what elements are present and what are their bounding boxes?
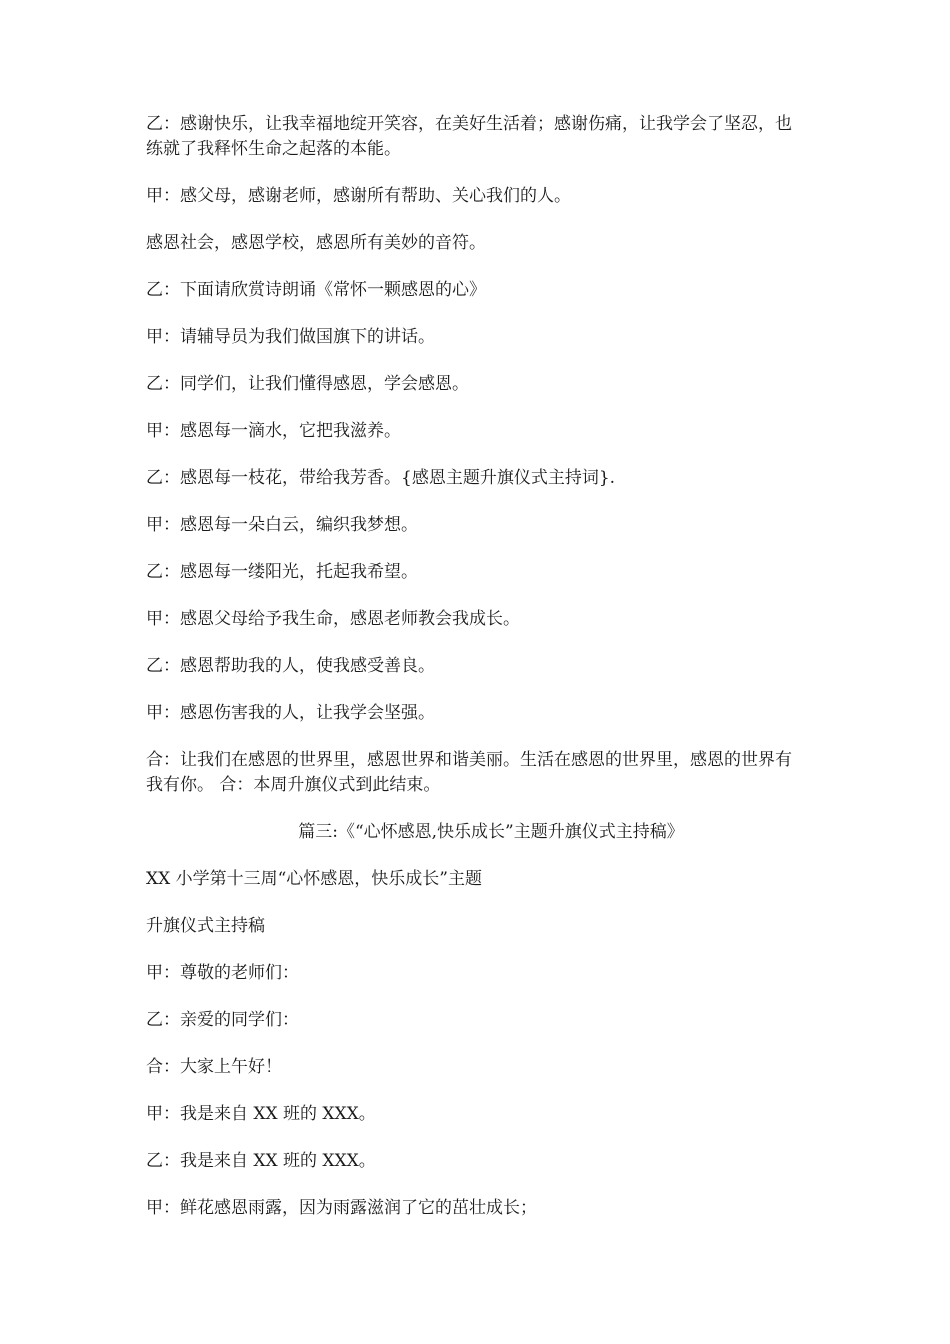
paragraph: 乙：感恩帮助我的人，使我感受善良。 (146, 656, 435, 676)
paragraph: 甲：感父母，感谢老师，感谢所有帮助、关心我们的人。 (146, 186, 571, 206)
paragraph: 合：大家上午好！ (146, 1057, 282, 1077)
paragraph: 升旗仪式主持稿 (146, 916, 265, 936)
paragraph: 乙：亲爱的同学们： (146, 1010, 299, 1030)
paragraph: 乙：同学们，让我们懂得感恩，学会感恩。 (146, 374, 469, 394)
paragraph: 感恩社会，感恩学校，感恩所有美妙的音符。 (146, 233, 486, 253)
paragraph: 乙：我是来自 XX 班的 XXX。 (146, 1151, 376, 1171)
paragraph: 乙：感恩每一缕阳光，托起我希望。 (146, 562, 418, 582)
section-heading: 篇三:《“心怀感恩,快乐成长”主题升旗仪式主持稿》 (298, 822, 684, 842)
paragraph: 甲：感恩伤害我的人，让我学会坚强。 (146, 703, 435, 723)
paragraph: 乙：感谢快乐，让我幸福地绽开笑容，在美好生活着；感谢伤痛，让我学会了坚忍，也练就了我释怀生命之起落的本能。 (146, 114, 792, 159)
paragraph: 乙：下面请欣赏诗朗诵《常怀一颗感恩的心》 (146, 280, 486, 300)
paragraph: 甲：尊敬的老师们： (146, 963, 299, 983)
document-body (146, 112, 806, 1243)
paragraph: 甲：我是来自 XX 班的 XXX。 (146, 1104, 376, 1124)
paragraph: XX 小学第十三周“心怀感恩，快乐成长”主题 (146, 869, 482, 889)
paragraph: 甲：鲜花感恩雨露，因为雨露滋润了它的茁壮成长； (146, 1198, 537, 1218)
paragraph: 甲：感恩每一滴水，它把我滋养。 (146, 421, 401, 441)
paragraph: 甲：感恩每一朵白云，编织我梦想。 (146, 515, 418, 535)
paragraph: 甲：感恩父母给予我生命，感恩老师教会我成长。 (146, 609, 520, 629)
paragraph: 合：让我们在感恩的世界里，感恩世界和谐美丽。生活在感恩的世界里，感恩的世界有我有你。 合：本周升旗仪式到此结束。 (146, 750, 792, 795)
paragraph: 甲：请辅导员为我们做国旗下的讲话。 (146, 327, 435, 347)
paragraph: 乙：感恩每一枝花，带给我芳香。{感恩主题升旗仪式主持词}. (146, 468, 616, 488)
